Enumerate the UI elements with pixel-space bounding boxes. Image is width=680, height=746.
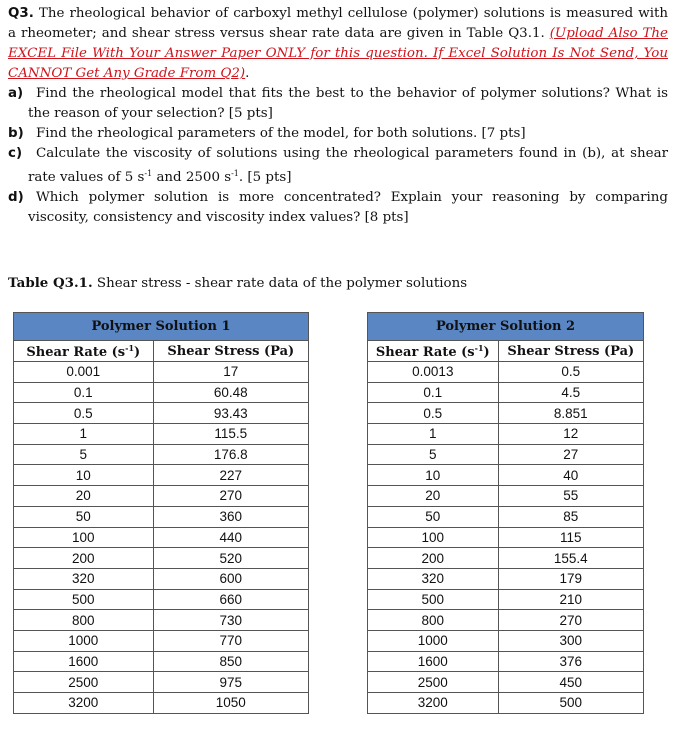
shear-stress-cell: 850 [153, 651, 308, 672]
shear-stress-cell: 179 [498, 568, 643, 589]
item-text: Find the rheological model that fits the best to the behavior of polymer solutions? What is the reason of your selection? [28, 86, 668, 121]
table-row [368, 589, 644, 610]
column-header-shear-stress: Shear Stress (Pa) [153, 341, 308, 362]
table-caption-text: Shear stress - shear rate data of the polymer solutions [96, 276, 468, 291]
table-row [368, 486, 644, 507]
shear-stress-cell: 176.8 [153, 444, 308, 465]
table-row [14, 589, 309, 610]
shear-rate-cell: 800 [368, 610, 499, 631]
shear-stress-cell: 60.48 [153, 382, 308, 403]
item-points: [5 pts] [247, 170, 292, 185]
table-row [368, 548, 644, 569]
table-body [368, 362, 644, 714]
item-text: Which polymer solution is more concentrated? Explain your reasoning by comparing viscosity, consistency and viscosity index values? [28, 190, 668, 225]
item-sup: -1 [231, 169, 239, 178]
table-row [368, 693, 644, 714]
table-row [14, 486, 309, 507]
table-row [14, 568, 309, 589]
shear-rate-cell: 10 [368, 465, 499, 486]
shear-stress-cell: 376 [498, 651, 643, 672]
shear-stress-cell: 270 [153, 486, 308, 507]
shear-stress-cell: 17 [153, 362, 308, 383]
item-label: d) [8, 190, 24, 205]
table-row [368, 568, 644, 589]
shear-rate-cell: 200 [368, 548, 499, 569]
table-row [368, 403, 644, 424]
table-row [368, 651, 644, 672]
question-intro [8, 4, 668, 84]
shear-stress-cell: 210 [498, 589, 643, 610]
table-row [14, 382, 309, 403]
table-row [368, 672, 644, 693]
polymer-solution-2-table [367, 312, 644, 714]
table-row [368, 362, 644, 383]
shear-stress-cell: 40 [498, 465, 643, 486]
shear-stress-cell: 27 [498, 444, 643, 465]
shear-rate-cell: 200 [14, 548, 154, 569]
shear-rate-cell: 1 [14, 424, 154, 445]
column-header-shear-rate: Shear Rate $(s^{-1})$ [14, 341, 154, 362]
table-row [368, 444, 644, 465]
item-label: c) [8, 146, 23, 161]
shear-stress-cell: 520 [153, 548, 308, 569]
shear-rate-cell: 5 [14, 444, 154, 465]
item-points: [5 pts] [228, 106, 273, 121]
shear-rate-cell: 320 [368, 568, 499, 589]
shear-rate-cell: 3200 [368, 693, 499, 714]
column-header-shear-stress: Shear Stress (Pa) [498, 341, 643, 362]
shear-rate-cell: 0.1 [14, 382, 154, 403]
table-row [14, 506, 309, 527]
shear-stress-cell: 115 [498, 527, 643, 548]
shear-stress-cell: 600 [153, 568, 308, 589]
shear-stress-cell: 93.43 [153, 403, 308, 424]
question-intro-text: The rheological behavior of carboxyl methyl cellulose (polymer) solutions is measured with a rheometer; and shear stress versus shear rate data are given in Table Q3.1. [8, 6, 668, 41]
shear-rate-cell: 0.1 [368, 382, 499, 403]
shear-stress-cell: 1050 [153, 693, 308, 714]
shear-stress-cell: 0.5 [498, 362, 643, 383]
table-row [14, 548, 309, 569]
shear-rate-cell: 5 [368, 444, 499, 465]
shear-rate-cell: 1000 [368, 630, 499, 651]
shear-rate-cell: 100 [368, 527, 499, 548]
table-body [14, 362, 309, 714]
shear-rate-cell: 1 [368, 424, 499, 445]
polymer-solution-1-table [13, 312, 309, 714]
shear-rate-cell: 1600 [14, 651, 154, 672]
item-label: b) [8, 126, 24, 141]
shear-rate-cell: 0.5 [368, 403, 499, 424]
shear-rate-cell: 20 [14, 486, 154, 507]
item-label: a) [8, 86, 24, 101]
table-row [368, 630, 644, 651]
shear-rate-cell: 50 [14, 506, 154, 527]
table-row [14, 651, 309, 672]
shear-rate-cell: 2500 [368, 672, 499, 693]
table-title: Polymer Solution 2 [368, 313, 644, 341]
shear-stress-cell: 115.5 [153, 424, 308, 445]
shear-rate-cell: 3200 [14, 693, 154, 714]
shear-stress-cell: 55 [498, 486, 643, 507]
shear-stress-cell: 12 [498, 424, 643, 445]
shear-stress-cell: 660 [153, 589, 308, 610]
item-text: Calculate the viscosity of solutions using the rheological parameters found in (b), at shear rate values of 5 s [28, 146, 668, 185]
table-row [368, 527, 644, 548]
table-row [14, 672, 309, 693]
table-row [14, 527, 309, 548]
question-item-d [8, 188, 668, 228]
shear-rate-cell: 0.0013 [368, 362, 499, 383]
shear-stress-cell: 770 [153, 630, 308, 651]
shear-rate-cell: 320 [14, 568, 154, 589]
shear-rate-cell: 20 [368, 486, 499, 507]
item-sup: -1 [144, 169, 153, 178]
table-caption [8, 275, 467, 291]
shear-stress-cell: 360 [153, 506, 308, 527]
shear-stress-cell: 975 [153, 672, 308, 693]
shear-stress-cell: 85 [498, 506, 643, 527]
shear-rate-cell: 2500 [14, 672, 154, 693]
shear-stress-cell: 270 [498, 610, 643, 631]
table-row [14, 693, 309, 714]
question-block [8, 4, 668, 228]
shear-rate-cell: 500 [14, 589, 154, 610]
item-points: [7 pts] [481, 126, 526, 141]
question-item-a [8, 84, 668, 124]
shear-stress-cell: 155.4 [498, 548, 643, 569]
shear-stress-cell: 300 [498, 630, 643, 651]
table-row [368, 465, 644, 486]
column-header-shear-rate: Shear Rate $(s^{-1})$ [368, 341, 499, 362]
shear-stress-cell: 440 [153, 527, 308, 548]
table-row [14, 610, 309, 631]
table-row [368, 424, 644, 445]
table-row [14, 403, 309, 424]
item-points: [8 pts] [364, 210, 409, 225]
shear-stress-cell: 4.5 [498, 382, 643, 403]
table-row [14, 630, 309, 651]
excel-upload-notice: (Upload Also The EXCEL File With Your Answer Paper ONLY for this question. If Excel Solution Is Not Send, You CANNOT Get Any Grade From Q2) [8, 26, 668, 81]
question-item-b [8, 124, 668, 144]
table-row [368, 382, 644, 403]
item-text: Find the rheological parameters of the model, for both solutions. [36, 126, 478, 141]
shear-rate-cell: 0.5 [14, 403, 154, 424]
shear-stress-cell: 500 [498, 693, 643, 714]
shear-rate-cell: 800 [14, 610, 154, 631]
shear-stress-cell: 450 [498, 672, 643, 693]
table-row [368, 610, 644, 631]
shear-stress-cell: 8.851 [498, 403, 643, 424]
shear-rate-cell: 500 [368, 589, 499, 610]
table-row [14, 465, 309, 486]
table-row [14, 362, 309, 383]
table-title: Polymer Solution 1 [14, 313, 309, 341]
item-text-mid: and 2500 s [152, 170, 232, 185]
table-row [368, 506, 644, 527]
shear-rate-cell: 1600 [368, 651, 499, 672]
question-item-c [8, 144, 668, 188]
item-text-end: . [238, 170, 244, 185]
table-row [14, 424, 309, 445]
shear-rate-cell: 100 [14, 527, 154, 548]
shear-rate-cell: 10 [14, 465, 154, 486]
table-caption-label: Table Q3.1. [8, 275, 93, 291]
shear-stress-cell: 730 [153, 610, 308, 631]
notice-end: . [245, 66, 250, 81]
shear-rate-cell: 50 [368, 506, 499, 527]
question-number: Q3. [8, 6, 34, 21]
table-row [14, 444, 309, 465]
shear-rate-cell: 0.001 [14, 362, 154, 383]
shear-rate-cell: 1000 [14, 630, 154, 651]
shear-stress-cell: 227 [153, 465, 308, 486]
